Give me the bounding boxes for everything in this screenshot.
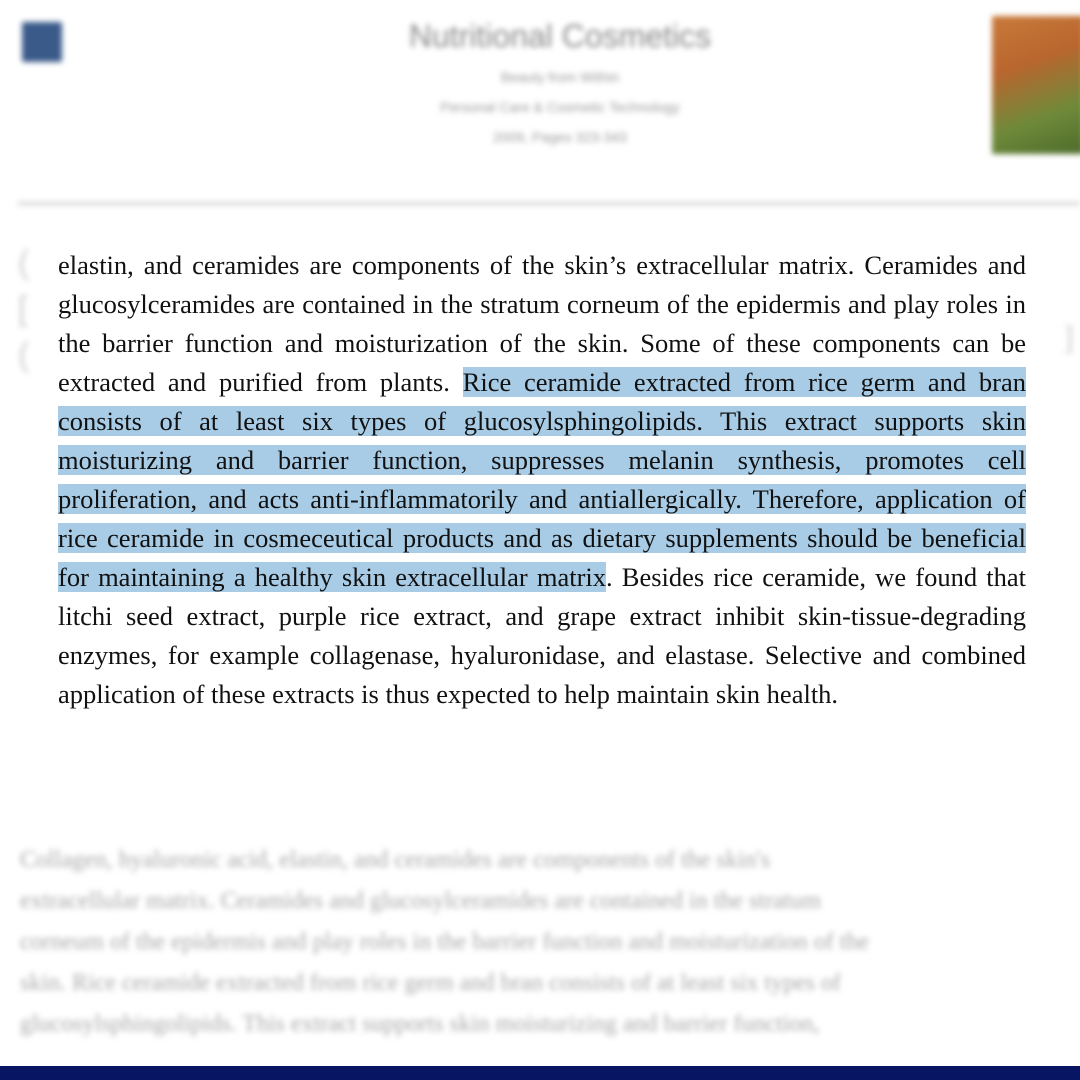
chapter-header [300,18,820,159]
right-margin-glyph: ] [1062,320,1074,357]
publisher-logo-mark [22,22,62,62]
passage-text[interactable] [58,246,1026,714]
background-line: Collagen, hyaluronic acid, elastin, and ceramides are components of the skin's [20,847,771,873]
left-margin-glyphs: ( [ ( [18,244,30,374]
book-title: Nutritional Cosmetics [408,18,712,54]
background-line: corneum of the epidermis and play roles in the barrier function and moisturization of the [20,929,870,955]
background-line: skin. Rice ceramide extracted from rice germ and bran consists of at least six types of [20,970,842,996]
passage-highlight[interactable]: Rice ceramide extracted from rice germ and bran consists of at least six types of glucosylsphingolipids. This extract supports skin moisturizing and barrier function, suppresses melanin synthesis, promotes cell proliferation, and acts anti-inflammatorily and antiallergically. Therefore, application of rice ceramide in cosmeceutical products and as dietary supplements should be beneficial for maintaining a healthy skin extracellular matrix [58,367,1026,592]
book-subtitle: Beauty from Within [500,69,620,85]
publisher-logo [22,14,152,70]
highlighted-passage-card [36,238,1048,832]
background-line: glucosylsphingolipids. This extract supports skin moisturizing and barrier function, [20,1011,820,1037]
book-series: Personal Care & Cosmetic Technology [440,99,680,115]
background-line: extracellular matrix. Ceramides and glucosylceramides are contained in the stratum [20,888,822,914]
passage-segment: elastin, and ceramides are components of the skin’s extracellular matrix. Ceramides and glucosylceramides are contained in the stratum corneum of the epidermis and play roles in the barrier function and moisturization of the skin. Some of these components can be extracted and purified from plants. [58,250,1026,397]
bottom-bar [0,1066,1080,1080]
header-divider [18,202,1080,205]
page-range: 2009, Pages 323-343 [493,129,627,145]
passage-segment: . Besides rice ceramide, we found that litchi seed extract, purple rice extract, and grape extract inhibit skin-tissue-degrading enzymes, for example collagenase, hyaluronidase, and elastase. Selective and combined application of these extracts is thus expected to help maintain skin health. [58,562,1026,709]
background-abstract [20,840,1080,1045]
book-cover-thumbnail[interactable] [992,16,1080,154]
